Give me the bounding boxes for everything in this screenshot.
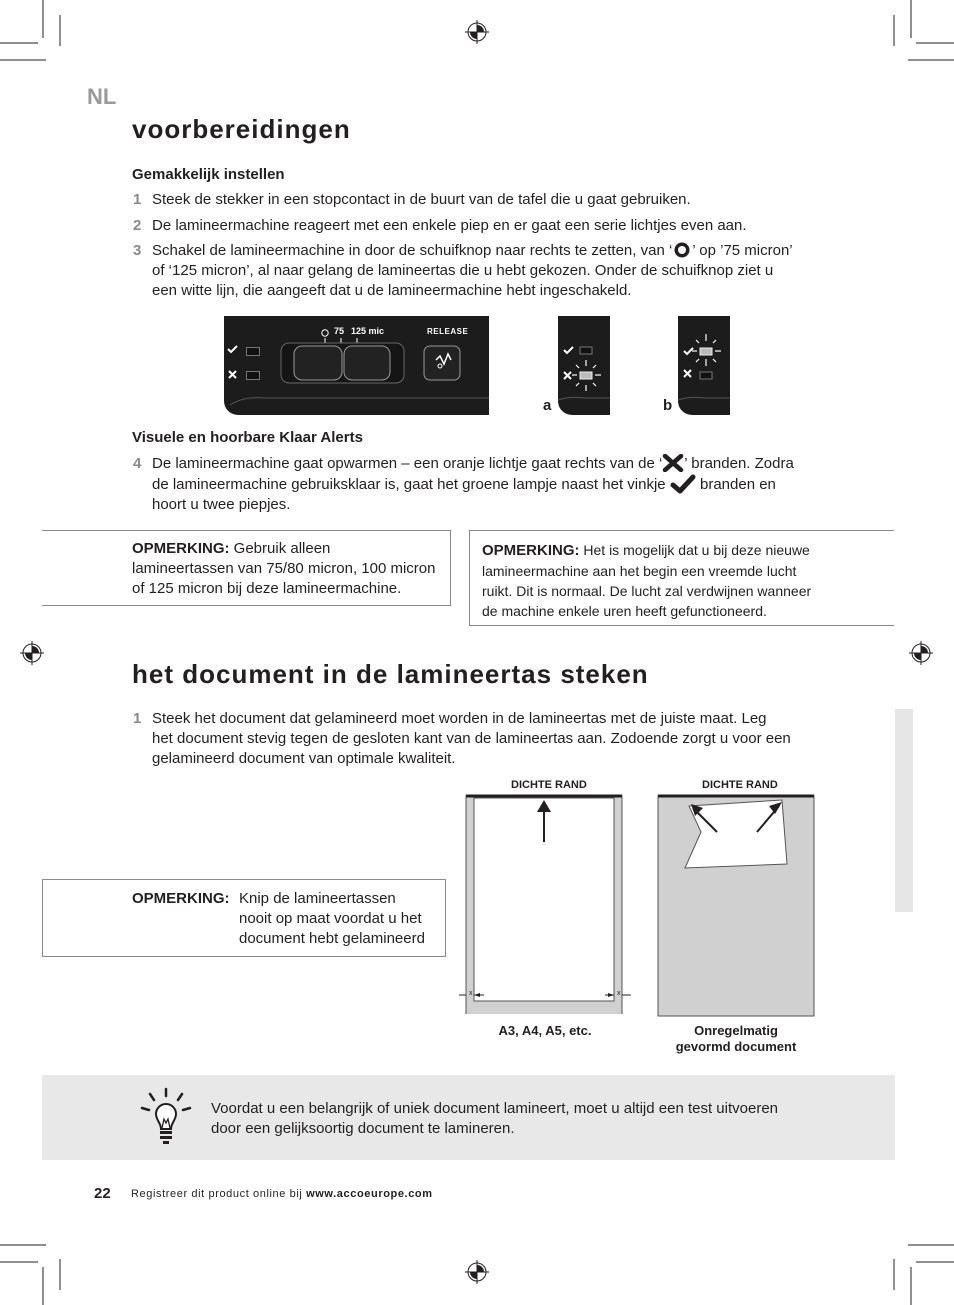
standard-pouch-diagram [455,792,635,1014]
step-2 [133,216,747,236]
note-text-line: lamineermachine aan het begin een vreemde lucht [482,563,797,579]
step-text-part: branden en [699,476,776,493]
step-text-part: de lamineermachine gebruiksklaar is, gaat het groene lampje naast het vinkje [152,476,666,493]
label-125: 125 mic [351,326,385,336]
subtitle-easy-setup: Gemakkelijk instellen [132,166,285,183]
error-led [246,371,260,380]
lightbulb-icon [139,1087,193,1147]
footer-register [131,1188,433,1200]
figure-label-a: a [543,397,552,414]
step-text-line: Steek het document dat gelamineerd moet worden in de lamineertas met de juiste maat. Leg [152,710,767,727]
note-label: OPMERKING: [132,540,230,557]
step-text-line: het document stevig tegen de gesloten kant van de lamineertas aan. Zodoende zorgt u voor een [152,730,791,747]
panel-b-illustration [678,316,730,415]
step-text-part: ’ branden. Zodra [684,455,794,472]
step-1 [133,190,691,210]
note-do-not-cut [42,879,446,957]
note-pouch-thickness [42,530,451,606]
ready-led [246,347,260,356]
tip-text [211,1099,778,1139]
figure-label-b: b [663,397,673,414]
step-text-line: of ‘125 micron’, al naar gelang de lamineertas die u hebt gekozen. Onder de schuifknop ziet u [152,262,774,279]
footer-url[interactable]: www.accoeurope.com [306,1188,433,1200]
note-text-line: Gebruik alleen [233,540,331,557]
note-text-line: of 125 micron bij deze lamineermachine. [132,580,402,597]
margin-mark-right: x [617,990,621,997]
step-3 [133,241,852,301]
tip-box [42,1075,895,1160]
insert-step-1 [133,709,852,769]
tip-line: Voordat u een belangrijk of uniek document lamineert, moet u altijd een test uitvoeren [211,1100,779,1117]
note-text-line: Het is mogelijk dat u bij deze nieuwe [583,542,810,558]
caption-irregular [658,1023,814,1055]
step-number: 3 [133,242,142,259]
step-number: 4 [133,455,142,472]
step-4 [133,454,852,515]
tip-line: door een gelijksoortig document te lamineren. [211,1120,515,1137]
section-title-insert-document: het document in de lamineertas steken [132,659,649,689]
subtitle-ready-alerts: Visuele en hoorbare Klaar Alerts [132,429,363,446]
step-text-line: een witte lijn, die aangeeft dat u de lamineermachine hebt ingeschakeld. [152,282,632,299]
checkmark-icon [670,474,696,494]
step-text: Steek de stekker in een stopcontact in de buurt van de tafel die u gaat gebruiken. [152,191,691,208]
footer-text: Registreer dit product online bij [131,1188,307,1200]
caption-line: Onregelmatig [694,1023,778,1038]
step-text-line: gelamineerd document van optimale kwaliteit. [152,750,456,767]
note-smell [469,530,894,626]
panel-a-drawing [558,316,610,415]
note-text-line: nooit op maat voordat u het [239,910,422,927]
step-number: 1 [133,710,142,727]
sealed-edge-label-right: DICHTE RAND [702,779,778,791]
margin-mark-left: x [469,990,473,997]
irregular-document-diagram [657,792,817,1018]
note-text-line: de machine enkele uren heeft gefunctioneerd. [482,603,767,619]
step-text: De lamineermachine reageert met een enkele piep en er gaat een serie lichtjes even aan. [152,217,747,234]
side-tab [895,709,913,912]
step-text-part: De lamineermachine gaat opwarmen – een oranje lichtje gaat rechts van de ‘ [152,455,663,472]
note-text-line: Knip de lamineertassen [239,890,396,907]
note-label: OPMERKING: [482,542,580,559]
note-text-line: document hebt gelamineerd [239,930,425,947]
note-text-line: ruikt. Dit is normaal. De lucht zal verdwijnen wanneer [482,583,812,599]
section-title-preparation: voorbereidingen [132,114,351,144]
step-number: 1 [133,191,142,208]
release-label: RELEASE [427,327,469,336]
note-text-line: lamineertassen van 75/80 micron, 100 micron [132,560,436,577]
step-text-part: ’ op ’75 micron’ [692,242,793,259]
step-text-line: hoort u twee piepjes. [152,496,291,513]
cross-icon [662,454,684,472]
note-label: OPMERKING: [132,890,230,907]
step-text-part: Schakel de lamineermachine in door de schuifknop naar rechts te zetten, van ‘ [152,242,673,259]
off-circle-icon [672,242,692,258]
step-number: 2 [133,217,142,234]
language-code: NL [87,84,117,109]
page-number: 22 [94,1185,111,1202]
control-panel-illustration [224,316,489,415]
sealed-edge-label-left: DICHTE RAND [511,779,587,791]
caption-line: gevormd document [675,1039,797,1054]
label-75: 75 [334,326,345,336]
panel-b-drawing [678,316,730,415]
caption-standard-sizes: A3, A4, A5, etc. [498,1023,592,1038]
panel-a-illustration [558,316,610,415]
